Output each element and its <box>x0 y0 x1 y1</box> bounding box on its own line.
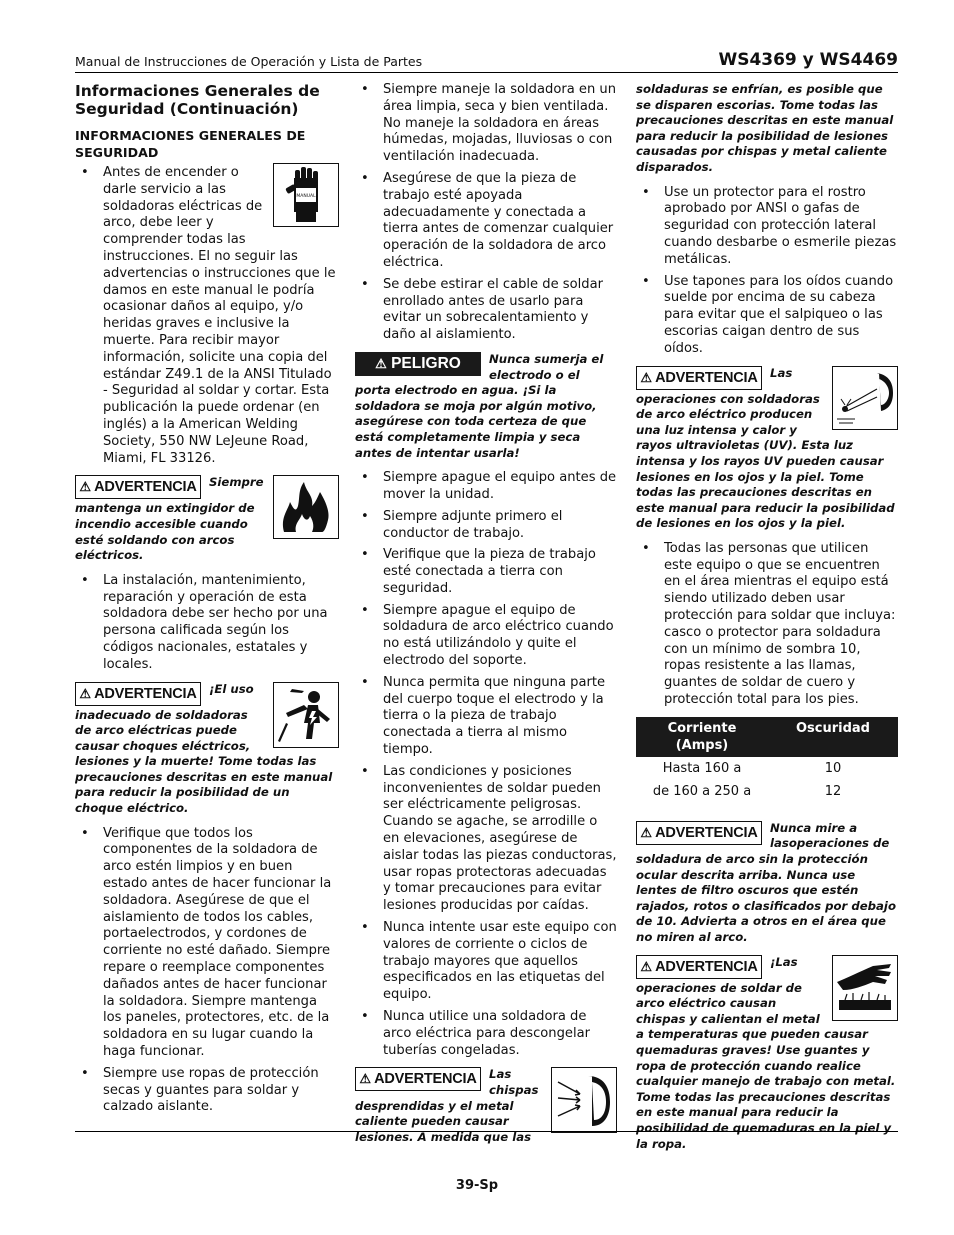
footer-rule <box>75 1131 898 1132</box>
manual-text: MANUAL <box>296 194 316 199</box>
warning-burns: ⚠ ADVERTENCIA ¡Las operaciones de soldar de arco eléctrico causan chispas y calientan el metal a temperaturas que pueden causar quemaduras graves! Use guantes y ropa de protección cuando realice cualquier manejo de trabajo con metal. Tome todas las precauciones descritas en este manual para reducir la posibilidad de quemaduras en la piel y la ropa. <box>636 955 898 1153</box>
warning-sparks-continued: soldaduras se enfrían, es posible que se disparen escorias. Tome todas las precauciones descritas en este manual para reducir la posibilidad de lesiones causadas por chispas y metal caliente disparados. <box>636 82 894 174</box>
header-rule <box>75 72 898 73</box>
advertencia-label: ⚠ ADVERTENCIA <box>636 821 762 845</box>
advertencia-label: ⚠ ADVERTENCIA <box>636 366 762 390</box>
column-2 <box>355 82 617 1154</box>
table-cell: Hasta 160 a <box>662 760 742 776</box>
section-title: Informaciones Generales de Seguridad (Continuación) <box>75 82 320 118</box>
warning-triangle-icon: ⚠ <box>79 685 91 701</box>
header-manual-title: Manual de Instrucciones de Operación y Lista de Partes <box>75 54 423 69</box>
column-1 <box>75 82 339 1121</box>
list-item: • Se debe estirar el cable de soldar enrollado antes de usarlo para evitar un sobrecalentamiento y daño al aislamiento. <box>355 277 617 344</box>
warning-triangle-icon: ⚠ <box>640 824 652 840</box>
face-shield-icon <box>551 1067 617 1133</box>
warning-triangle-icon: ⚠ <box>640 958 652 974</box>
warning-uv-light: ⚠ ADVERTENCIA Las operaciones con soldadoras de arco eléctrico producen una luz intensa y calor y rayos ultravioletas (UV). Esta luz intensa y los rayos UV pueden causar lesiones en los ojos y la piel. Tome todas las precauciones descritas en este manual para reducir la posibilidad de lesiones en los ojos y la piel. <box>636 366 898 532</box>
table-row <box>636 780 898 803</box>
table-cell: 10 <box>824 760 842 776</box>
advertencia-label: ⚠ ADVERTENCIA <box>75 475 201 499</box>
arc-light-icon <box>832 366 898 430</box>
list-item: • Use un protector para el rostro aprobado por ANSI o gafas de seguridad con protección lateral cuando desbarbe o esmerile piezas metálicas. <box>636 185 898 269</box>
warning-triangle-icon: ⚠ <box>375 355 387 371</box>
warning-triangle-icon: ⚠ <box>359 1071 371 1087</box>
warning-sparks: ⚠ ADVERTENCIA Las chispas desprendidas y el metal caliente pueden causar lesiones. A medida que las <box>355 1067 617 1145</box>
table-header-row <box>636 717 898 757</box>
electric-shock-icon <box>273 682 339 748</box>
header-model-numbers: WS4369 y WS4469 <box>718 50 898 70</box>
table-header-oscuridad: Oscuridad <box>768 717 898 757</box>
warning-electric-shock: ⚠ ADVERTENCIA ¡El uso inadecuado de soldadoras de arco eléctricas puede causar choques eléctricos, lesiones y la muerte! Tome todas las precauciones descritas en este manual para reducir la posibilidad de un choque eléctrico. <box>75 682 339 817</box>
page-number: 39-Sp <box>455 1178 499 1193</box>
warning-extinguisher: ⚠ ADVERTENCIA Siempre mantenga un extingidor de incendio accesible cuando esté soldando con arcos eléctricos. <box>75 475 339 563</box>
list-item: • Todas las personas que utilicen este equipo o que se encuentren en el área mientras el equipo está siendo utilizado deben usar protección para soldar que incluya: casco o protector para soldadura con un mínimo de sombra 10, ropas resistente a las llamas, guantes de soldar de cuero y protección total para los pies. <box>636 541 898 709</box>
advertencia-label: ⚠ ADVERTENCIA <box>75 682 201 706</box>
danger-water: ⚠ PELIGRO Nunca sumerja el electrodo o el porta electrodo en agua. ¡Si la soldadora se moja por algún motivo, asegúrese con toda certeza de que está completamente limpia y seca antes de intentar usarla! <box>355 351 604 460</box>
list-item: • Use tapones para los oídos cuando suelde por encima de su cabeza para evitar que el salpiqueo o las escorias caigan dentro de sus oídos. <box>636 274 898 358</box>
column-3 <box>636 82 898 1161</box>
list-item: • La instalación, mantenimiento, reparación y operación de esta soldadora debe ser hecho por una persona calificada según los códigos nacionales, estatales y locales. <box>75 573 339 674</box>
table-row <box>636 757 898 780</box>
list-item: • Siempre adjunte primero el conductor de trabajo. <box>355 509 617 543</box>
shade-table <box>636 717 898 803</box>
fire-icon <box>273 475 339 539</box>
peligro-label: ⚠ PELIGRO <box>355 352 481 376</box>
table-cell: 12 <box>824 783 842 799</box>
list-item: • Antes de encender o darle servicio a las soldadoras eléctricas de arco, debe leer y comprender todas las instrucciones. El no seguir las advertencias o instrucciones que le damos en este manual le podría ocasionar daños al equipo, y/o heridas graves e inclusive la muerte. Para recibir mayor información, solicite una copia del estándar Z49.1 de la ANSI Titulado - Seguridad al soldar y cortar. Esta publicación la puede ordenar (en inglés) a la American Welding Society, 550 NW LeJeune Road, Miami, FL 33126. <box>75 165 339 467</box>
list-item: • Asegúrese de que la pieza de trabajo esté apoyada adecuadamente y conectada a tierra antes de comenzar cualquier operación de la soldadora de arco eléctrica. <box>355 171 617 272</box>
table-cell: de 160 a 250 a <box>652 783 752 799</box>
list-item: • Siempre use ropas de protección secas y guantes para soldar y calzado aislante. <box>75 1066 339 1116</box>
list-item: • Verifique que todos los componentes de la soldadora de arco estén limpios y en buen estado antes de hacer funcionar la soldadora. Asegúrese de que el aislamiento de todos los cables, portaelectrodos, y cordones de corriente no esté dañado. Siempre repare o reemplace componentes dañados antes de hacer funcionar la soldadora. Siempre mantenga los paneles, protectores, etc. de la soldadora en su lugar cuando la haga funcionar. <box>75 826 339 1061</box>
list-item: • Las condiciones y posiciones inconvenientes de soldar pueden ser eléctricamente peligrosas. Cuando se agache, se arrodille o en elevaciones, asegúrese de aislar todas las piezas conductoras, usar ropas protectoras adecuadas y tomar precauciones para evitar lesiones producidas por caídas. <box>355 764 617 915</box>
section-subtitle: INFORMACIONES GENERALES DE SEGURIDAD <box>75 128 306 160</box>
warning-eye-protection: ⚠ ADVERTENCIA Nunca mire a lasoperaciones de soldadura de arco sin la protección ocular descrita arriba. Nunca use lentes de filtro oscuros que estén rajados, rotos o clasificados por debajo de 10. Advierta a otros en el área que no miren al arco. <box>636 820 896 944</box>
list-item: • Nunca utilice una soldadora de arco eléctrica para descongelar tuberías congeladas. <box>355 1009 617 1059</box>
list-item: • Siempre apague el equipo antes de mover la unidad. <box>355 470 617 504</box>
list-item: • Verifique que la pieza de trabajo esté conectada a tierra con seguridad. <box>355 547 617 597</box>
table-header-corriente: Corriente (Amps) <box>636 717 768 757</box>
list-item: • Siempre maneje la soldadora en un área limpia, seca y bien ventilada. No maneje la soldadora en áreas húmedas, mojadas, lluviosas o con ventilación inadecuada. <box>355 82 617 166</box>
hot-metal-glove-icon <box>832 955 898 1021</box>
advertencia-label: ⚠ ADVERTENCIA <box>355 1067 481 1091</box>
list-item: • Nunca intente usar este equipo con valores de corriente o ciclos de trabajo mayores que aquellos especificados en las etiquetas del equipo. <box>355 920 617 1004</box>
list-item: • Siempre apague el equipo de soldadura de arco eléctrico cuando no está utilizándolo y quite el electrodo del soporte. <box>355 603 617 670</box>
list-item: • Nunca permita que ninguna parte del cuerpo toque el electrodo y la tierra o la pieza de trabajo conectada a tierra al mismo tiempo. <box>355 675 617 759</box>
warning-triangle-icon: ⚠ <box>79 479 91 495</box>
advertencia-label: ⚠ ADVERTENCIA <box>636 955 762 979</box>
warning-triangle-icon: ⚠ <box>640 369 652 385</box>
